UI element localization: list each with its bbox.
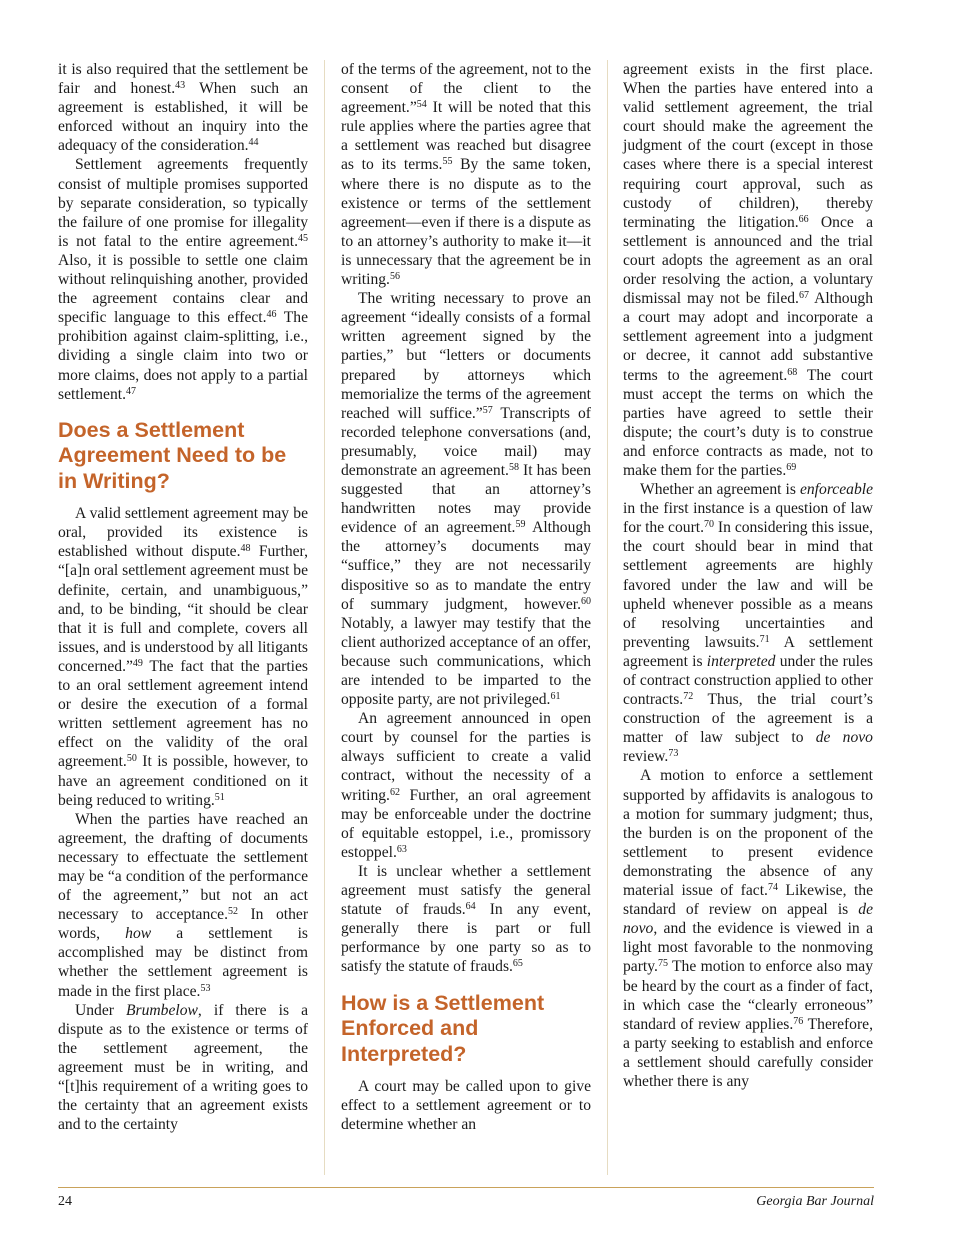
footnote-ref: 68 bbox=[787, 366, 798, 378]
footnote-ref: 47 bbox=[126, 385, 136, 397]
paragraph: of the terms of the agreement, not to the consent of the client to the agreement.”$^{54}$ It will be noted that this rule applies where the parties agree that a settlement was reached but disagree as to its terms.$^{55}$ By the same token, where there is no dispute as to the existence or terms of the settlement agreement—even if there is a dispute as to an attorney’s authority to make it—it is unnecessary that the agreement be in writing.$^{56}$ bbox=[341, 61, 591, 289]
footnote-ref: 74 bbox=[767, 882, 778, 894]
footnote-ref: 69 bbox=[786, 461, 797, 473]
footnote-ref: 73 bbox=[668, 748, 679, 760]
paragraph: It is unclear whether a settlement agreement must satisfy the general statute of frauds.$^{64}$ In any event, generally there is part or full performance by one party so as to satisfy the statute of frauds.$^{65}$ bbox=[341, 862, 591, 976]
footnote-ref: 53 bbox=[200, 982, 211, 994]
page-number: 24 bbox=[58, 1194, 72, 1209]
footnote-ref: 50 bbox=[126, 753, 137, 765]
paragraph: Under Brumbelow, if there is a dispute as to the existence or terms of the settlement agreement, the agreement must be in writing, and “[t]his requirement of a writing goes to the certainty that an agreement exists and to the certainty bbox=[58, 1001, 308, 1134]
footnote-ref: 59 bbox=[515, 519, 526, 531]
footnote-ref: 56 bbox=[389, 271, 400, 283]
column-divider bbox=[607, 60, 608, 1175]
footnote-ref: 57 bbox=[482, 404, 493, 416]
footnote-ref: 48 bbox=[240, 543, 251, 555]
paragraph: An agreement announced in open court by counsel for the parties is always sufficient to create a valid contract, without the necessity of a writing.$^{62}$ Further, an oral agreement may be enforceable under the doctrine of equitable estoppel, i.e., promissory estoppel.$^{63}$ bbox=[341, 710, 591, 861]
paragraph: When the parties have reached an agreement, the drafting of documents necessary to effectuate the settlement may be “a condition of the performance of the agreement,” but not an act necessary to acceptance.$^{52}$ In other words, how a settlement is accomplished may be distinct from whether the settlement agreement is made in the first place.$^{53}$ bbox=[58, 810, 309, 1000]
footnote-ref: 43 bbox=[175, 80, 186, 92]
paragraph: A court may be called upon to give effect to a settlement agreement or to determine whether an bbox=[341, 1078, 591, 1134]
footnote-ref: 75 bbox=[657, 958, 668, 970]
section-heading: Does a Settlement Agreement Need to be in Writing? bbox=[58, 417, 287, 493]
column-3 bbox=[623, 60, 873, 1091]
paragraph: Settlement agreements frequently consist of multiple promises supported by separate consideration, so typically the failure of one promise for illegality is not fatal to the entire agreement.$^{45}$ Also, it is possible to settle one claim without relinquishing another, provided the agreement contains clear and specific language to this effect.$^{46}$ The prohibition against claim-splitting, i.e., dividing a single claim into two or more claims, does not apply to a partial settlement.$^{47}$ bbox=[58, 156, 308, 403]
footnote-ref: 62 bbox=[389, 786, 400, 798]
footnote-ref: 61 bbox=[550, 691, 561, 703]
column-2 bbox=[341, 60, 591, 1134]
footnote-ref: 64 bbox=[465, 901, 476, 913]
footnote-ref: 65 bbox=[512, 958, 523, 970]
paragraph: The writing necessary to prove an agreement “ideally consists of a formal written agreement signed by the parties,” but “letters or documents prepared by attorneys which memorialize the terms of the agreement reached will suffice.”$^{57}$ Transcripts of recorded telephone conversations (and, presumably, voice mail) may demonstrate an agreement.$^{58}$ It has been suggested that an attorney’s handwritten notes may provide evidence of an agreement.$^{59}$ Although the attorney’s documents may “suffice,” they are not necessarily dispositive so as to mandate the entry of summary judgment, however.$^{60}$ Notably, a lawyer may testify that the client authorized acceptance of an offer, because such communications, which are intended to be imparted to the opposite party, are not privileged.$^{61}$ bbox=[341, 290, 591, 709]
footnote-ref: 45 bbox=[298, 232, 308, 244]
footnote-ref: 46 bbox=[266, 309, 277, 321]
footnote-ref: 52 bbox=[228, 906, 238, 918]
column-divider bbox=[324, 60, 325, 1175]
footnote-ref: 76 bbox=[793, 1015, 804, 1027]
footnote-ref: 67 bbox=[798, 290, 809, 302]
journal-name: Georgia Bar Journal bbox=[756, 1194, 874, 1209]
column-1 bbox=[58, 60, 308, 1134]
footnote-ref: 51 bbox=[214, 791, 225, 803]
paragraph: agreement exists in the first place. When the parties have entered into a valid settlement agreement, the trial court should make the agreement the judgment of the court (except in those cases where there is a special interest requiring court approval, such as custody of children), thereby terminating the litigation.$^{66}$ Once a settlement is announced and the trial court adopts the agreement as an oral order resolving the action, a voluntary dismissal may not be filed.$^{67}$ Although a court may adopt and incorporate a settlement agreement into a judgment or decree, it cannot add substantive terms to the agreement.$^{68}$ The court must accept the terms on which the parties have agreed to settle their dispute; the court’s duty is to construe and enforce contracts as made, not to make them for the parties.$^{69}$ bbox=[623, 61, 873, 479]
paragraph: it is also required that the settlement be fair and honest.$^{43}$ When such an agreement is established, it will be enforced without an inquiry into the adequacy of the consideration.$^{44}$ bbox=[58, 61, 308, 155]
footnote-ref: 55 bbox=[442, 156, 453, 168]
footnote-ref: 63 bbox=[396, 843, 407, 855]
footnote-ref: 60 bbox=[581, 595, 591, 607]
footer-rule bbox=[58, 1187, 874, 1188]
footnote-ref: 71 bbox=[759, 633, 770, 645]
paragraph: A valid settlement agreement may be oral, provided its existence is established without dispute.$^{48}$ Further, “[a]n oral settlement agreement must be definite, certain, and unambiguous,” and, to be binding, “it should be clear that it is full and complete, covers all issues, and is understood by all litigants concerned.”$^{49}$ The fact that the parties to an oral settlement agreement intend or desire the execution of a formal written settlement agreement has no effect on the validity of the oral agreement.$^{50}$ It is possible, however, to have an agreement conditioned on it being reduced to writing.$^{51}$ bbox=[58, 505, 309, 809]
footnote-ref: 66 bbox=[798, 213, 809, 225]
footnote-ref: 58 bbox=[508, 461, 519, 473]
paragraph: Whether an agreement is enforceable in the first instance is a question of law for the court.$^{70}$ In considering this issue, the court should bear in mind that settlement agreements are highly favored under the law and will be upheld whenever possible as a means of resolving uncertainties and preventing lawsuits.$^{71}$ A settlement agreement is interpreted under the rules of contract construction applied to other contracts.$^{72}$ Thus, the trial court’s construction of the agreement is a matter of law subject to de novo review.$^{73}$ bbox=[623, 481, 874, 766]
footnote-ref: 54 bbox=[416, 99, 427, 111]
footnote-ref: 70 bbox=[704, 519, 714, 531]
footnote-ref: 44 bbox=[248, 137, 259, 149]
paragraph: A motion to enforce a settlement supported by affidavits is analogous to a motion for summary judgment; thus, the burden is on the proponent of the settlement to present evidence demonstrating the absence of any material issue of fact.$^{74}$ Likewise, the standard of review on appeal is de novo, and the evidence is viewed in a light most favorable to the nonmoving party.$^{75}$ The motion to enforce also may be heard by the court as a finder of fact, in which case the “clearly erroneous” standard of review applies.$^{76}$ Therefore, a party seeking to establish and enforce a settlement should carefully consider whether there is any bbox=[623, 767, 874, 1090]
section-heading: How is a Settlement Enforced and Interpreted? bbox=[341, 990, 545, 1066]
footnote-ref: 72 bbox=[683, 691, 694, 703]
footnote-ref: 49 bbox=[132, 657, 143, 669]
